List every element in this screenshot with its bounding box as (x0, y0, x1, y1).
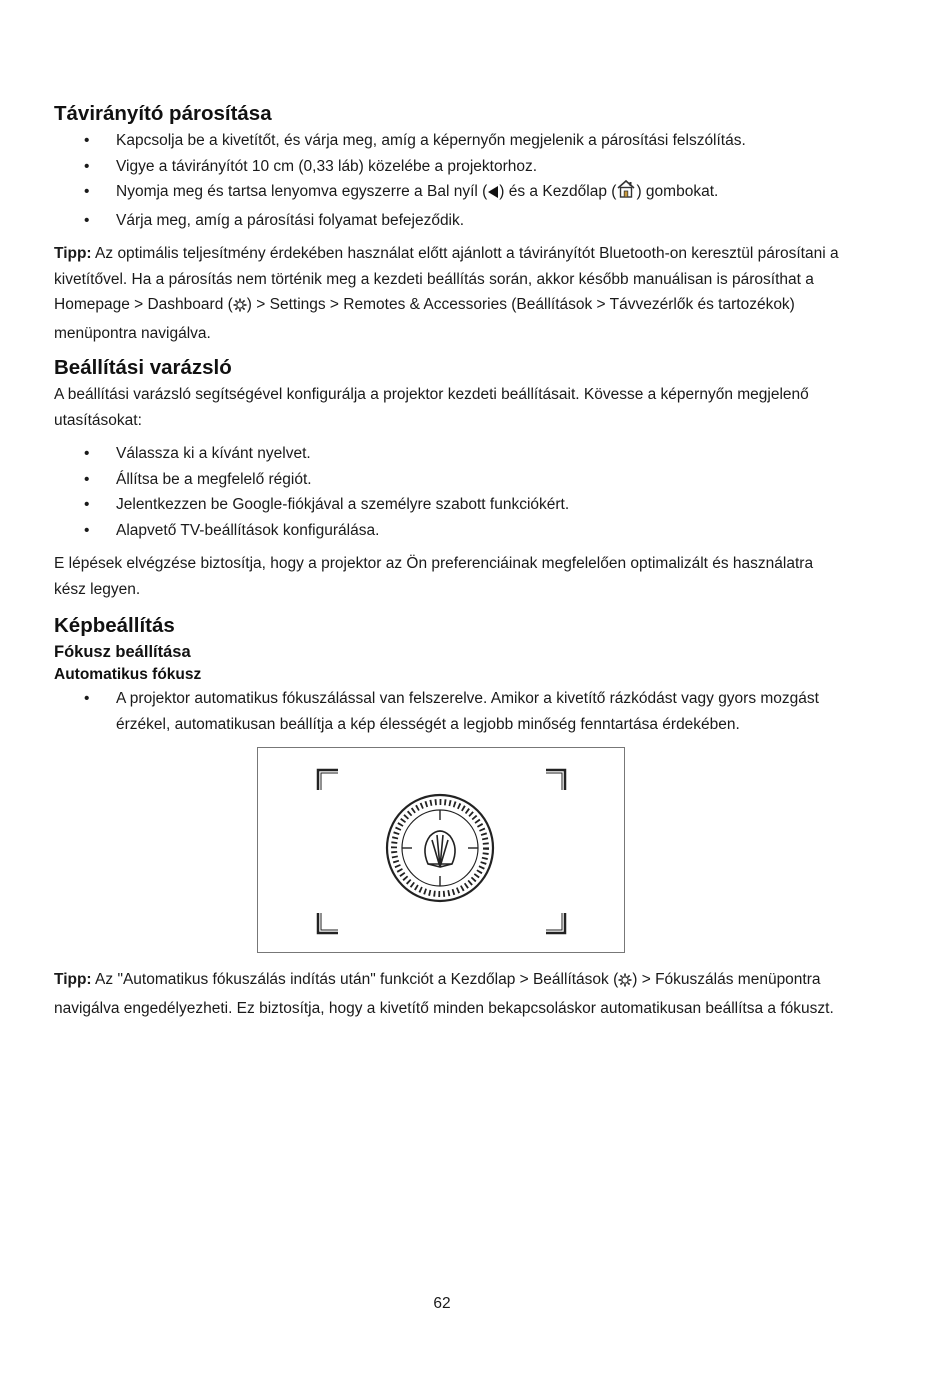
bullet: • (84, 211, 90, 229)
home-icon (616, 179, 636, 208)
list-item: • Kapcsolja be a kivetítőt, és várja meg, amíg a képernyőn megjelenik a párosítási felszólítás. (54, 128, 844, 154)
section-heading-remote-pairing: Távirányító párosítása (54, 102, 272, 125)
page-number: 62 (433, 1295, 451, 1312)
list-item: • Várja meg, amíg a párosítási folyamat befejeződik. (54, 208, 844, 234)
autofocus-illustration (257, 747, 625, 953)
tip-paragraph: Tipp: Az "Automatikus fókuszálás indítás után" funkciót a Kezdőlap > Beállítások ( ) > Fókuszálás menüpontra navigálva engedélyezheti. Ez biztosítja, hogy a kivetítő minden bekapcsoláskor automatikusan beállítsa a fókuszt. (54, 971, 834, 1017)
subheading-focus: Fókusz beállítása (54, 643, 191, 661)
tip-paragraph: Tipp: Az optimális teljesítmény érdekében használat előtt ajánlott a távirányítót Bluetooth-on keresztül párosítani a kivetítővel. Ha a párosítás nem történik meg a kezdeti beállítás során, akkor később manuálisan is párosíthat a Homepage > Dashboard ( ) > Settings > Remotes & Accessories (Beállítások > Távvezérlők és tartozékok) menüpontra navigálva. (54, 245, 839, 342)
setup-steps-list (54, 441, 844, 543)
bullet: • (84, 157, 90, 175)
list-item: • A projektor automatikus fókuszálással van felszerelve. Amikor a kivetítő rázkódást vagy gyors mozgást érzékel, automatikusan beállítja a kép élességét a legjobb minőség fenntartása érdekében. (54, 686, 844, 737)
subsubheading-autofocus: Automatikus fókusz (54, 666, 202, 683)
setup-outro: E lépések elvégzése biztosítja, hogy a projektor az Ön preferenciáinak megfelelően optimalizált és használatra kész legyen. (54, 555, 814, 598)
pairing-steps-list (54, 128, 844, 233)
gear-icon (233, 295, 247, 321)
bullet: • (84, 445, 90, 462)
list-item: • Állítsa be a megfelelő régiót. (54, 467, 844, 493)
section-heading-setup-wizard: Beállítási varázsló (54, 356, 232, 379)
gear-icon (618, 970, 632, 996)
bullet: • (84, 521, 90, 539)
autofocus-list (54, 686, 844, 737)
list-item: • Jelentkezzen be Google-fiókjával a személyre szabott funkciókért. (54, 492, 844, 518)
setup-intro: A beállítási varázsló segítségével konfigurálja a projektor kezdeti beállításait. Kövesse a képernyőn megjelenő utasításokat: (54, 386, 809, 429)
left-arrow-icon (487, 182, 499, 208)
section-heading-image-settings: Képbeállítás (54, 614, 175, 637)
bullet: • (84, 470, 90, 488)
list-item: • Alapvető TV-beállítások konfigurálása. (54, 518, 844, 544)
bullet: • (84, 690, 90, 707)
bullet: • (84, 132, 90, 149)
bullet: • (84, 496, 90, 513)
page-content (54, 100, 844, 1021)
list-item: • Nyomja meg és tartsa lenyomva egyszerre a Bal nyíl ( ) és a Kezdőlap ( ) gombokat. (54, 179, 844, 208)
list-item: • Vigye a távirányítót 10 cm (0,33 láb) közelébe a projektorhoz. (54, 154, 844, 180)
focus-dial-icon (387, 795, 493, 901)
list-item: • Válassza ki a kívánt nyelvet. (54, 441, 844, 467)
bullet: • (84, 183, 90, 200)
